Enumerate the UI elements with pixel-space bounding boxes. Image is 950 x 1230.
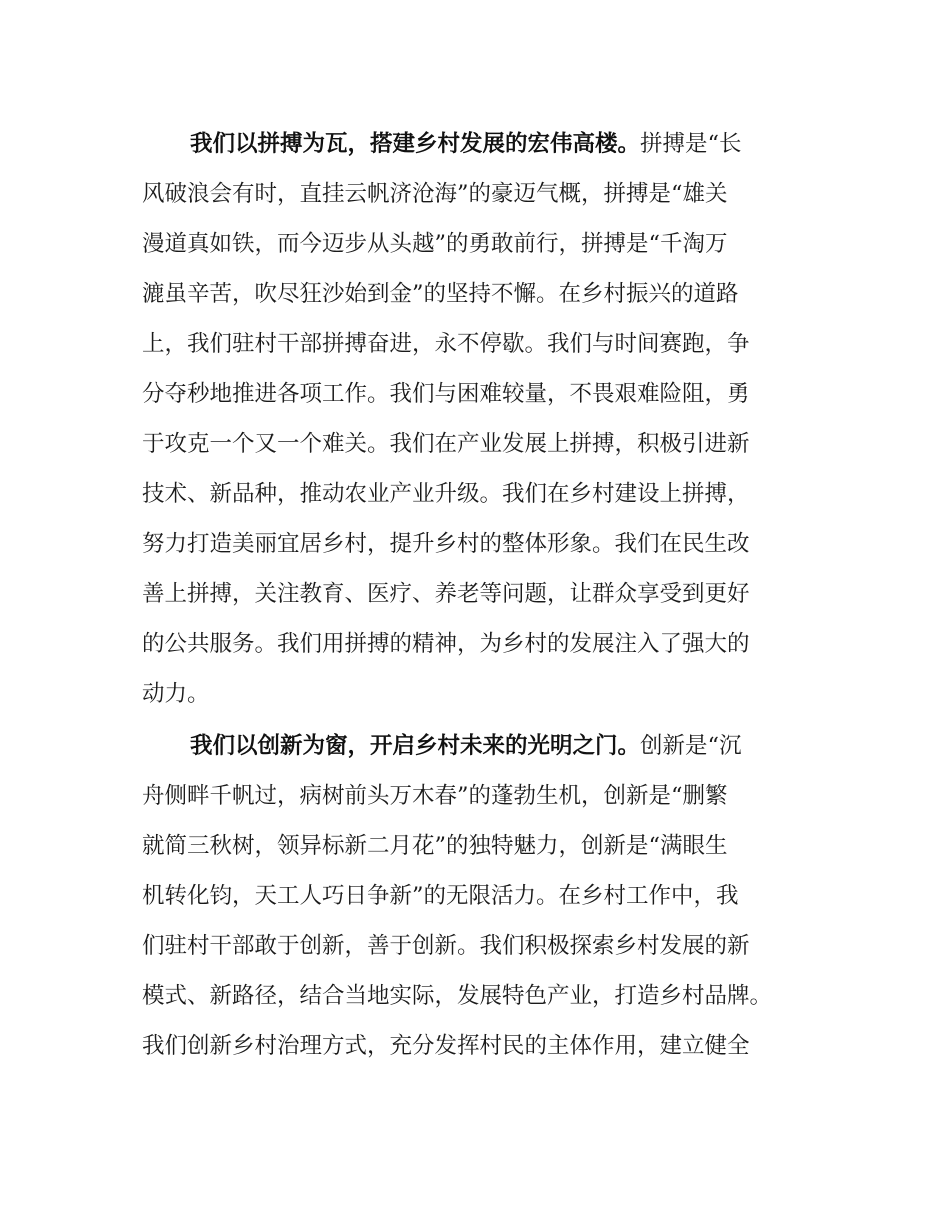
text-line: 的公共服务。我们用拼搏的精神，为乡村的发展注入了强大的 <box>142 631 750 657</box>
text-line: 机转化钧，天工人巧日争新”的无限活力。在乡村工作中，我 <box>142 883 739 909</box>
text-line: 就简三秋树，领异标新二月花”的独特魅力，创新是“满眼生 <box>142 833 728 859</box>
line-text: 创新是“沉 <box>640 733 742 759</box>
text-line <box>190 726 742 776</box>
paragraph-lead-sentence: 我们以拼搏为瓦，搭建乡村发展的宏伟高楼。 <box>190 131 641 157</box>
text-line: 舟侧畔千帆过，病树前头万木春”的蓬勃生机，创新是“删繁 <box>142 783 728 809</box>
text-line: 善上拼搏，关注教育、医疗、养老等问题，让群众享受到更好 <box>142 581 750 607</box>
text-line: 们驻村干部敢于创新，善于创新。我们积极探索乡村发展的新 <box>142 933 750 959</box>
text-line: 动力。 <box>142 681 210 707</box>
text-line: 分夺秒地推进各项工作。我们与困难较量，不畏艰难险阻，勇 <box>142 381 750 407</box>
text-line: 技术、新品种，推动农业产业升级。我们在乡村建设上拼搏， <box>142 481 750 507</box>
text-line: 模式、新路径，结合当地实际，发展特色产业，打造乡村品牌。 <box>142 983 773 1009</box>
text-line: 漉虽辛苦，吹尽狂沙始到金”的坚持不懈。在乡村振兴的道路 <box>142 281 739 307</box>
text-line: 漫道真如铁，而今迈步从头越”的勇敢前行，拼搏是“千淘万 <box>142 231 728 257</box>
text-line: 我们创新乡村治理方式，充分发挥村民的主体作用，建立健全 <box>142 1033 750 1059</box>
text-line <box>190 124 742 174</box>
line-text: 拼搏是“长 <box>640 131 742 157</box>
text-line: 努力打造美丽宜居乡村，提升乡村的整体形象。我们在民生改 <box>142 531 750 557</box>
text-line: 上，我们驻村干部拼搏奋进，永不停歇。我们与时间赛跑，争 <box>142 331 750 357</box>
text-line: 风破浪会有时，直挂云帆济沧海”的豪迈气概，拼搏是“雄关 <box>142 181 728 207</box>
text-line: 于攻克一个又一个难关。我们在产业发展上拼搏，积极引进新 <box>142 431 750 457</box>
paragraph-lead-sentence: 我们以创新为窗，开启乡村未来的光明之门。 <box>190 733 641 759</box>
